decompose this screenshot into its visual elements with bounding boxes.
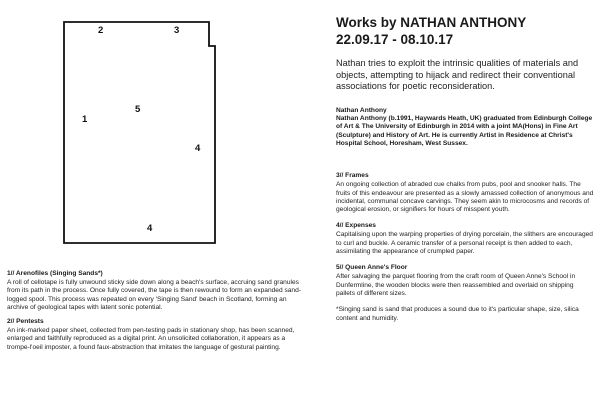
work-title: 1// Arenofiles (Singing Sands*) [7, 270, 103, 277]
plan-label-1: 1 [82, 114, 88, 125]
work-entry [336, 264, 594, 298]
floor-plan-outline [62, 20, 222, 245]
left-work-list [7, 270, 302, 358]
work-entry [336, 222, 594, 256]
exhibition-title: Works by NATHAN ANTHONY [336, 15, 527, 30]
footnote: *Singing sand is sand that produces a sound due to it's particular shape, size, silica content and humidity. [336, 306, 579, 322]
intro-statement: Nathan tries to exploit the intrinsic qualities of materials and objects, attempting to hijack and redirect their conventional associations for poetic reconsideration. [336, 58, 579, 92]
artist-name: Nathan Anthony [336, 106, 387, 114]
work-description: An ongoing collection of abraded cue chalks from pubs, pool and snooker halls. The fruits of this endeavour are presented as a slowly amassed collection of anonymous and incidental, communal concave carvings. They seem akin to microcosms and records of geological erosion, or signifiers for hours of misspent youth. [336, 181, 594, 214]
plan-label-3: 3 [174, 25, 180, 36]
right-column [336, 14, 594, 323]
plan-label-2: 2 [98, 25, 104, 36]
work-title: 4// Expenses [336, 222, 376, 230]
work-description: Capitalising upon the warping properties of drying porcelain, the slithers are encouraged to curl and buckle. A ceramic transfer of a personal receipt is then added to each, assimilating the appearance of crumpled paper. [336, 231, 593, 256]
exhibition-dates: 22.09.17 - 08.10.17 [336, 32, 454, 47]
work-title: 5// Queen Anne's Floor [336, 264, 408, 272]
work-entry [7, 270, 302, 312]
work-description: After salvaging the parquet flooring from the craft room of Queen Anne's School in Dunfermline, the wooden blocks were then reassembled and overlaid on shipping pallets of different sizes. [336, 273, 576, 297]
plan-label-5: 5 [135, 104, 141, 115]
work-entry [7, 318, 302, 352]
work-title: 2// Pentests [7, 318, 44, 326]
work-description: An ink-marked paper sheet, collected from pen-testing pads in stationary shop, has been scanned, enlarged and faithfully reproduced as a digital print. An unsolicited collaboration, it appears as a trompe-l'oeil imposter, a found faux-abstraction that imitates the language of gestural painting. [7, 327, 295, 351]
work-entry [336, 172, 594, 214]
artist-bio: Nathan Anthony (b.1991, Haywards Heath, UK) graduated from Edinburgh College of Art & The University of Edinburgh in 2014 with a joint MA(Hons) in Fine Art (Sculpture) and History of Art. He is currently Artist in Residence at Christ's Hospital School, Horesham, West Sussex. [336, 115, 593, 147]
right-work-list [336, 172, 594, 298]
floor-plan [62, 20, 222, 245]
work-title: 3// Frames [336, 172, 369, 180]
work-description: A roll of cellotape is fully unwound sticky side down along a beach's surface, accruing sand granules from its path in the process. Once fully covered, the tape is then rewound to form an expanded sand-logged spool. This process was repeated on every 'Singing Sand' beach in Scotland, forming an archive of geological tapes with latent sonic potential. [7, 279, 301, 311]
plan-label-4-bottom: 4 [147, 223, 153, 234]
plan-label-4-right: 4 [195, 143, 201, 154]
